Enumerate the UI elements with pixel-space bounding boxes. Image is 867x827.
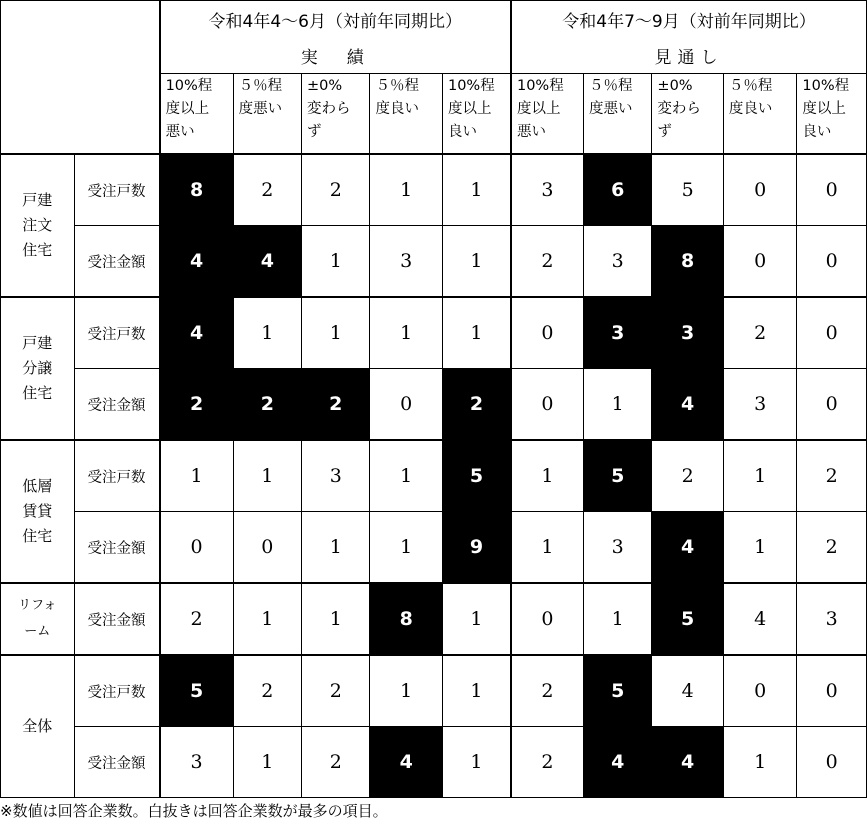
actual-value-cell: 1	[302, 297, 370, 369]
forecast-value-cell: 0	[797, 369, 867, 441]
category-label: 低層 賃貸 住宅	[1, 440, 75, 583]
actual-period-header: 令和4年4～6月（対前年同期比）	[160, 1, 511, 38]
forecast-value-cell: 3	[723, 369, 797, 441]
metric-label: 受注戸数	[74, 154, 160, 226]
table-row	[1, 512, 867, 584]
actual-value-cell: 4	[370, 727, 442, 798]
forecast-value-cell: 1	[511, 440, 583, 512]
forecast-value-cell: 0	[797, 655, 867, 727]
actual-value-cell: 1	[233, 297, 301, 369]
forecast-value-cell: 1	[583, 583, 651, 655]
actual-value-cell: 1	[442, 655, 511, 727]
metric-label: 受注金額	[74, 369, 160, 441]
forecast-value-cell: 2	[511, 727, 583, 798]
actual-col-header: 10%程 度以上 悪い	[160, 74, 234, 155]
forecast-value-cell: 0	[797, 297, 867, 369]
actual-value-cell: 1	[370, 512, 442, 584]
actual-value-cell: 1	[370, 440, 442, 512]
actual-value-cell: 1	[233, 727, 301, 798]
forecast-value-cell: 0	[723, 655, 797, 727]
forecast-value-cell: 5	[652, 154, 723, 226]
actual-value-cell: 2	[302, 154, 370, 226]
actual-value-cell: 1	[233, 440, 301, 512]
actual-value-cell: 1	[370, 655, 442, 727]
actual-value-cell: 2	[233, 369, 301, 441]
actual-value-cell: 4	[160, 226, 234, 298]
actual-value-cell: 2	[442, 369, 511, 441]
forecast-value-cell: 0	[797, 727, 867, 798]
actual-value-cell: 2	[160, 583, 234, 655]
forecast-value-cell: 0	[797, 226, 867, 298]
table-row	[1, 154, 867, 226]
table-row	[1, 297, 867, 369]
actual-value-cell: 5	[442, 440, 511, 512]
forecast-value-cell: 0	[797, 154, 867, 226]
actual-value-cell: 0	[160, 512, 234, 584]
forecast-value-cell: 4	[652, 655, 723, 727]
forecast-value-cell: 4	[583, 727, 651, 798]
actual-value-cell: 9	[442, 512, 511, 584]
actual-value-cell: 4	[160, 297, 234, 369]
actual-value-cell: 3	[302, 440, 370, 512]
forecast-value-cell: 1	[723, 727, 797, 798]
actual-value-cell: 2	[233, 154, 301, 226]
forecast-value-cell: 5	[583, 440, 651, 512]
forecast-value-cell: 4	[652, 727, 723, 798]
forecast-col-header: ５％程 度悪い	[583, 74, 651, 155]
actual-col-header: ±0% 変わら ず	[302, 74, 370, 155]
forecast-value-cell: 4	[652, 512, 723, 584]
metric-label: 受注金額	[74, 226, 160, 298]
table-row	[1, 727, 867, 798]
table-row	[1, 583, 867, 655]
forecast-value-cell: 2	[652, 440, 723, 512]
metric-label: 受注戸数	[74, 440, 160, 512]
actual-value-cell: 1	[370, 154, 442, 226]
forecast-value-cell: 0	[511, 297, 583, 369]
forecast-label: 見通し	[511, 37, 867, 74]
forecast-value-cell: 0	[723, 154, 797, 226]
forecast-value-cell: 6	[583, 154, 651, 226]
table-row	[1, 655, 867, 727]
actual-value-cell: 2	[302, 727, 370, 798]
actual-value-cell: 1	[370, 297, 442, 369]
forecast-col-header: 10%程 度以上 悪い	[511, 74, 583, 155]
forecast-value-cell: 8	[652, 226, 723, 298]
table-row	[1, 226, 867, 298]
forecast-value-cell: 4	[652, 369, 723, 441]
forecast-value-cell: 2	[797, 512, 867, 584]
actual-value-cell: 8	[370, 583, 442, 655]
forecast-value-cell: 3	[583, 226, 651, 298]
actual-value-cell: 1	[160, 440, 234, 512]
actual-col-header: ５％程 度悪い	[233, 74, 301, 155]
actual-value-cell: 1	[302, 512, 370, 584]
actual-value-cell: 1	[442, 583, 511, 655]
table-row	[1, 440, 867, 512]
forecast-value-cell: 1	[583, 369, 651, 441]
actual-value-cell: 3	[160, 727, 234, 798]
metric-label: 受注金額	[74, 512, 160, 584]
forecast-col-header: ５％程 度良い	[723, 74, 797, 155]
actual-value-cell: 1	[442, 226, 511, 298]
actual-value-cell: 8	[160, 154, 234, 226]
table-row	[1, 369, 867, 441]
forecast-col-header: ±0% 変わら ず	[652, 74, 723, 155]
category-label: 戸建 分譲 住宅	[1, 297, 75, 440]
forecast-value-cell: 3	[797, 583, 867, 655]
forecast-value-cell: 2	[723, 297, 797, 369]
actual-value-cell: 3	[370, 226, 442, 298]
metric-label: 受注戸数	[74, 297, 160, 369]
actual-value-cell: 2	[302, 655, 370, 727]
forecast-value-cell: 5	[652, 583, 723, 655]
actual-label: 実 績	[160, 37, 511, 74]
forecast-period-header: 令和4年7～9月（対前年同期比）	[511, 1, 867, 38]
footnote: ※数値は回答企業数。白抜きは回答企業数が最多の項目。	[0, 802, 388, 820]
actual-value-cell: 2	[302, 369, 370, 441]
actual-value-cell: 5	[160, 655, 234, 727]
actual-value-cell: 4	[233, 226, 301, 298]
actual-col-header: 10%程 度以上 良い	[442, 74, 511, 155]
actual-value-cell: 2	[160, 369, 234, 441]
actual-value-cell: 1	[302, 226, 370, 298]
actual-col-header: ５％程 度良い	[370, 74, 442, 155]
forecast-value-cell: 4	[723, 583, 797, 655]
forecast-value-cell: 3	[583, 512, 651, 584]
actual-value-cell: 1	[302, 583, 370, 655]
forecast-value-cell: 2	[797, 440, 867, 512]
forecast-value-cell: 1	[723, 512, 797, 584]
forecast-value-cell: 1	[511, 512, 583, 584]
forecast-value-cell: 0	[511, 369, 583, 441]
actual-value-cell: 1	[442, 297, 511, 369]
actual-value-cell: 1	[442, 727, 511, 798]
forecast-value-cell: 3	[652, 297, 723, 369]
forecast-value-cell: 0	[723, 226, 797, 298]
actual-value-cell: 1	[442, 154, 511, 226]
actual-value-cell: 2	[233, 655, 301, 727]
corner-cell	[1, 1, 160, 155]
actual-value-cell: 1	[233, 583, 301, 655]
metric-label: 受注戸数	[74, 655, 160, 727]
forecast-col-header: 10%程 度以上 良い	[797, 74, 867, 155]
forecast-value-cell: 2	[511, 655, 583, 727]
forecast-value-cell: 2	[511, 226, 583, 298]
metric-label: 受注金額	[74, 727, 160, 798]
forecast-value-cell: 0	[511, 583, 583, 655]
forecast-value-cell: 3	[583, 297, 651, 369]
category-label: 戸建 注文 住宅	[1, 154, 75, 297]
metric-label: 受注金額	[74, 583, 160, 655]
forecast-value-cell: 5	[583, 655, 651, 727]
category-label: リフォ ーム	[1, 583, 75, 655]
forecast-value-cell: 3	[511, 154, 583, 226]
category-label: 全体	[1, 655, 75, 798]
forecast-value-cell: 1	[723, 440, 797, 512]
actual-value-cell: 0	[370, 369, 442, 441]
actual-value-cell: 0	[233, 512, 301, 584]
